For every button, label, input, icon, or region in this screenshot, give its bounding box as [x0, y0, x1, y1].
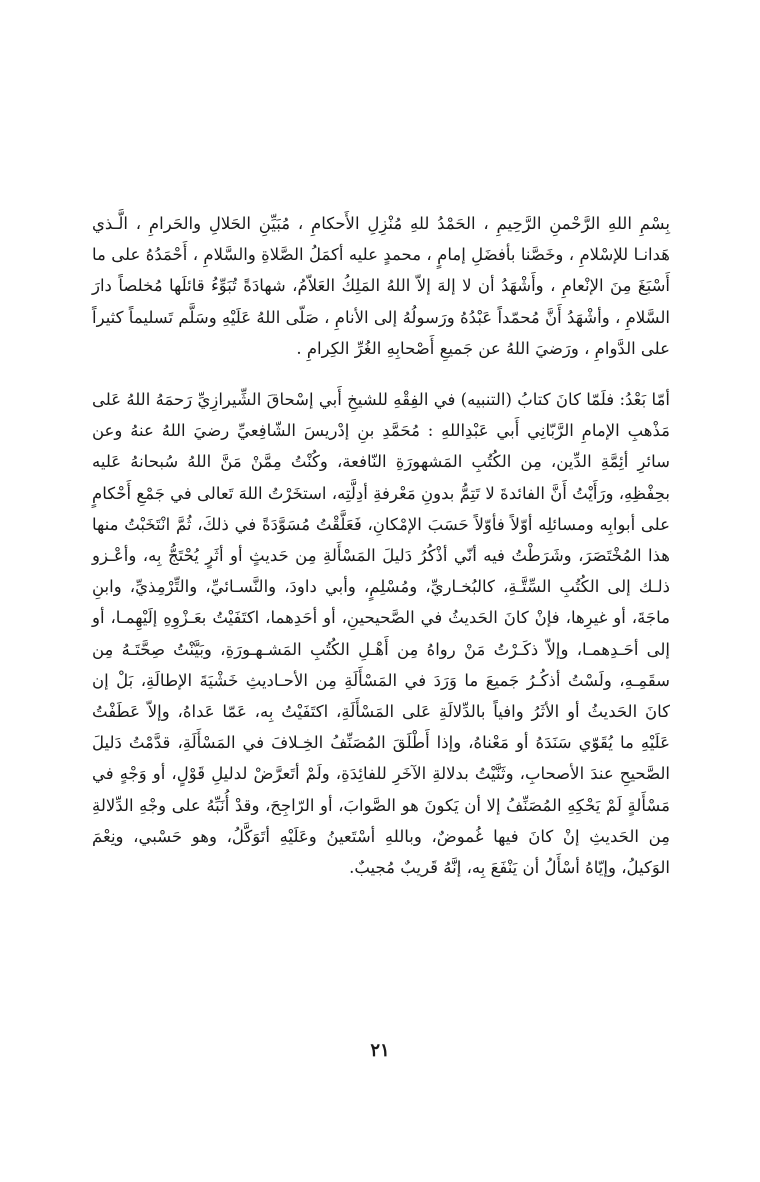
- introduction-paragraph: أمّا بَعْدُ: فلَمّا كانَ كتابُ (التنبيه) في الفِقْهِ للشيخِ أَبي إسْحاقَ الشِّيرازِيِّ رَحمَهُ اللهُ عَلى مَذْهبِ الإمامِ الرَّبّانِي أَبي عَبْدِاللهِ : مُحَمَّدِ بنِ إدْريسَ الشّافِعيِّ رضيَ اللهُ عنهُ وعن سائرِ أئِمَّةِ الدِّين، مِن الكُتُبِ المَشهورَةِ النّافعة، وكُنْتُ مِمَّنْ مَنَّ اللهُ سُبحانهُ عَليه بحِفْظِهِ، ورَأَيْتُ أَنَّ الفائدةَ لا تَتِمُّ بدونِ مَعْرفةِ أدِلَّتِه، استخَرْتُ اللهَ تَعالى في جَمْعِ أَحْكامٍ على أبوابِه ومسائلِه أوّلاً فأوّلاً حَسَبَ الإمْكانِ، فَعَلَّقْتُ مُسَوَّدَةً في ذلكَ، ثُمَّ انْتَخَبْتُ منها هذا المُخْتَصَرَ، وشَرَطْتُ فيه أنّي أذْكُرُ دَليلَ المَسْأَلةِ مِن حَديثٍ أو أثَرٍ يُحْتَجُّ بِه، وأعْـزو ذلـك إلى الكُتُبِ السِّتَّـةِ، كالبُخـاريِّ، ومُسْلِمٍ، وأبي داودَ، والنَّسـائيِّ، والتِّرْمِذيِّ، وابنِ ماجَةَ، أو غيرِها، فإنْ كانَ الحَديثُ في الصَّحيحينِ، أو أحَدِهما، اكتَفَيْتُ بعَـزْوِهِ إلَيْهِمـا، أو إلى أحَـدِهمـا، وإلاّ ذكَـرْتُ مَنْ رواهُ مِن أَهْـلِ الكُتُبِ المَشـهـورَةِ، وبَيَّنْتُ صِحَّتَـهُ مِن سقَمِـهِ، ولَسْتُ أذكُـرُ جَميعَ ما وَرَدَ في المَسْأَلَةِ مِن الأحـاديثِ خَشْيَةَ الإطالَةِ، بَلْ إن كانَ الحَديثُ أو الأثَرُ وافياً بالدِّلالَةِ عَلى المَسْأَلَةِ، اكتَفَيْتُ بِه، عَمّا عَداهُ، وإلاّ عَطَفْتُ عَلَيْهِ ما يُقَوّي سَنَدَهُ أو مَعْناهُ، وإذا أَطْلَقَ المُصَنِّفُ الخِـلافَ في المَسْأَلَةِ، قدَّمْتُ دَليلَ الصَّحيحِ عندَ الأصحابِ، وثَنَّيْتُ بدلالةِ الآخَرِ للفائِدَةِ، ولَمْ أتَعرَّضْ لدليلِ قَوْلٍ، أو وَجْهٍ في مَسْأَلةٍ لَمْ يَحْكِهِ المُصَنِّفُ إلا أن يَكونَ هو الصَّوابَ، أو الرّاجِحَ، وقدْ أُنَبِّهُ على وجْهِ الدِّلالةِ مِن الحَديثِ إنْ كانَ فيها غُموضٌ، وباللهِ أسْتَعينُ وعَلَيْهِ أتَوَكَّلُ، وهو حَسْبي، ونِعْمَ الوَكيلُ، وإيّاهُ أسْأَلُ أن يَنْفَعَ بِه، إنَّهُ قَريبٌ مُجيبٌ.: [92, 390, 670, 878]
- page-number: ٢١: [370, 1040, 390, 1061]
- page-body: [92, 208, 670, 883]
- opening-paragraph: بِسْمِ اللهِ الرَّحْمنِ الرَّحِيمِ ، الحَمْدُ للهِ مُنْزِلِ الأَحكامِ ، مُبَيِّنِ الحَلالِ والحَرامِ ، الَّـذي هَدانـا للإسْلامِ ، وخَصَّنا بأفضَلِ إمامٍ ، محمدٍ عليه أكمَلُ الصَّلاةِ والسَّلامِ ، أَحْمَدُهُ على ما أَسْبَغَ مِنَ الإنْعامِ ، وأَشْهَدُ أن لا إلهَ إلاّ اللهُ المَلِكُ العَلاّمُ، شهادَةً تُبَوِّءُ قائلَها مُخلصاً دارَ السَّلامِ ، وأشْهَدُ أَنَّ مُحمّداً عَبْدُهُ ورَسولُهُ إلى الأنامِ ، صَلّى اللهُ عَلَيْهِ وسَلَّم تَسليماً كثيراً على الدَّوامِ ، ورَضيَ اللهُ عن جَميعِ أَصْحابِهِ الغُرِّ الكِرامِ .: [92, 214, 670, 358]
